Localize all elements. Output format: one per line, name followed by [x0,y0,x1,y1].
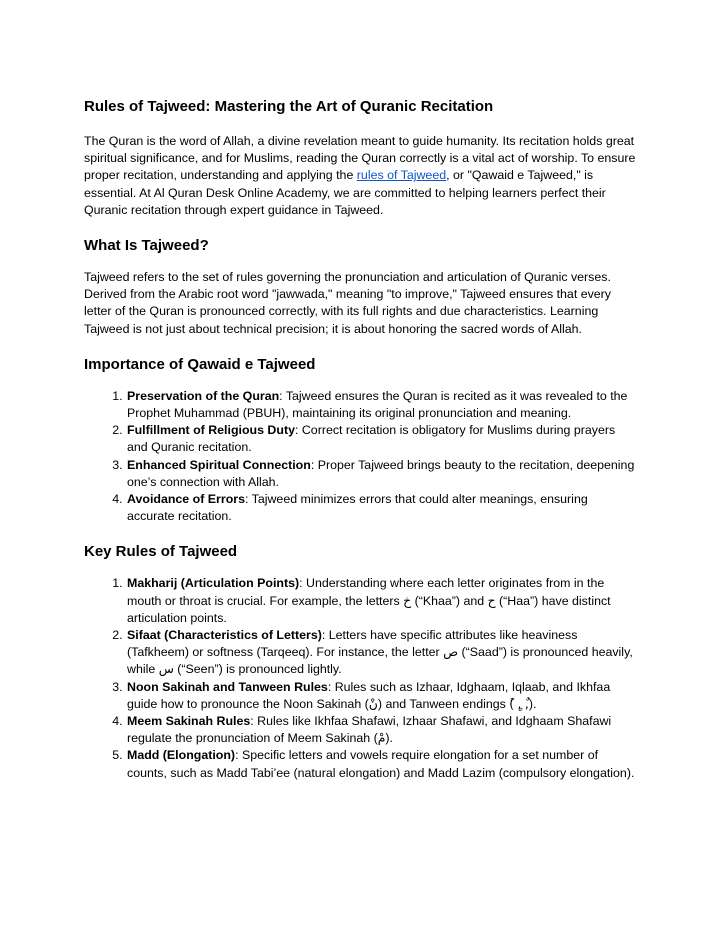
what-is-tajweed-heading: What Is Tajweed? [84,237,209,255]
list-item-text: : Understanding where each letter originates from in the mouth or throat is crucial. For example, the letters خ (“Khaa”) and ح (“Haa”) have distinct articulation points. [127,576,611,625]
list-item-term: Enhanced Spiritual Connection [127,457,311,472]
list-item [126,388,636,422]
list-item [126,679,636,713]
list-item-term: Sifaat (Characteristics of Letters) [127,628,322,643]
list-item-term: Avoidance of Errors [127,492,245,507]
list-item-term: Madd (Elongation) [127,748,236,763]
list-item-term: Meem Sakinah Rules [127,714,251,729]
list-item-term: Preservation of the Quran [127,388,280,403]
list-item-text: : Tajweed ensures the Quran is recited as it was revealed to the Prophet Muhammad (PBUH), maintaining its original pronunciation and meaning. [127,388,628,421]
intro-text-start: The Quran is the word of Allah, a divine revelation meant to guide humanity. Its recitation holds great spiritual significance, and for Muslims, reading the Quran correctly is a vital act of worship. To ensure proper recitation, understanding and applying the [84,134,636,183]
list-item-term: Noon Sakinah and Tanween Rules [127,679,328,694]
list-item [126,457,636,491]
list-item [126,747,636,781]
list-item-text: : Rules like Ikhfaa Shafawi, Izhaar Shafawi, and Idghaam Shafawi regulate the pronunciation of Meem Sakinah (مْ). [127,714,612,746]
list-item-text: : Proper Tajweed brings beauty to the recitation, deepening one’s connection with Allah. [127,457,635,489]
list-item-text: : Correct recitation is obligatory for Muslims during prayers and Quranic recitation. [127,423,616,455]
list-item [126,575,636,627]
key-rules-list [84,575,636,781]
intro-paragraph [84,133,636,219]
document-title: Rules of Tajweed: Mastering the Art of Quranic Recitation [84,98,494,115]
list-item [126,713,636,747]
list-item-text: : Specific letters and vowels require elongation for a set number of counts, such as Madd Tabi’ee (natural elongation) and Madd Lazim (compulsory elongation). [127,748,635,780]
list-item-term: Makharij (Articulation Points) [127,576,300,591]
list-item-term: Fulfillment of Religious Duty [127,423,295,438]
key-rules-heading: Key Rules of Tajweed [84,543,238,561]
list-item-text: : Rules such as Izhaar, Idghaam, Iqlaab, and Ikhfaa guide how to pronounce the Noon Sakinah (نْ) and Tanween endings (ً ,ٍ ,ٌ). [127,679,611,711]
rules-of-tajweed-link[interactable]: rules of Tajweed [356,168,447,183]
importance-heading: Importance of Qawaid e Tajweed [84,355,316,373]
list-item [126,627,636,679]
list-item [126,422,636,456]
what-is-tajweed-paragraph: Tajweed refers to the set of rules governing the pronunciation and articulation of Quranic verses. Derived from the Arabic root word "jawwada," meaning "to improve," Tajweed ensures that every letter of the Quran is pronounced correctly, with its full rights and due characteristics. Learning Tajweed is not just about technical precision; it is about honoring the sacred words of Allah. [84,270,612,336]
list-item [126,491,636,525]
intro-text-end: , or "Qawaid e Tajweed," is essential. At Al Quran Desk Online Academy, we are committed to helping learners perfect their Quranic recitation through expert guidance in Tajweed. [84,168,606,217]
importance-list [84,388,636,526]
list-item-text: : Letters have specific attributes like heaviness (Tafkheem) or softness (Tarqeeq). For instance, the letter ص (“Saad”) is pronounced heavily, while س (“Seen”) is pronounced lightly. [127,628,633,677]
list-item-text: : Tajweed minimizes errors that could alter meanings, ensuring accurate recitation. [127,492,588,524]
